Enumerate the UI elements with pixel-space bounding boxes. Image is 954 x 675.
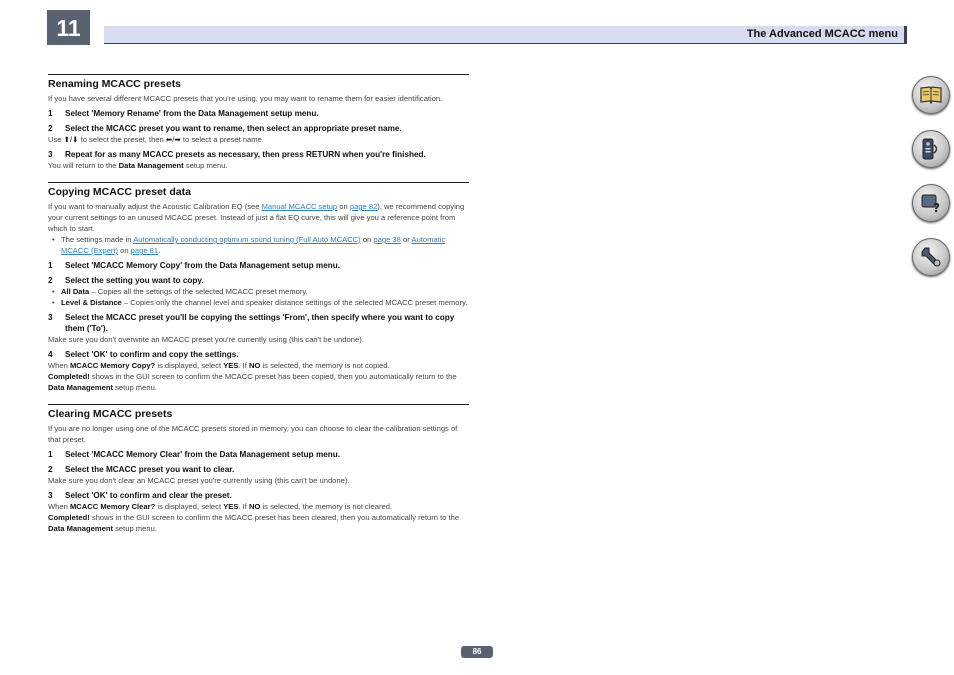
emphasis: Data Management bbox=[118, 161, 184, 170]
paragraph bbox=[48, 501, 469, 512]
emphasis: NO bbox=[248, 361, 261, 370]
step-text: Select 'Memory Rename' from the Data Management setup menu. bbox=[65, 109, 319, 118]
text: on bbox=[339, 202, 348, 211]
text: or bbox=[402, 235, 410, 244]
text: setup menu. bbox=[115, 383, 157, 392]
paragraph bbox=[48, 134, 469, 145]
main-content bbox=[48, 74, 469, 534]
step-text: Select the MCACC preset you'll be copying the settings 'From', then specify where you want to copy them ('To'). bbox=[65, 313, 455, 333]
step-text: Select the setting you want to copy. bbox=[65, 276, 204, 285]
emphasis: YES bbox=[223, 361, 239, 370]
bullet-icon: • bbox=[52, 298, 55, 307]
step bbox=[48, 490, 469, 501]
list-item bbox=[48, 286, 469, 297]
link-automatic-mcacc-expert[interactable]: Automatic MCACC (Expert) bbox=[61, 235, 446, 255]
link-page-38[interactable]: page 38 bbox=[373, 235, 401, 244]
section-title-clearing: Clearing MCACC presets bbox=[48, 404, 469, 420]
step bbox=[48, 123, 469, 134]
chapter-number: 11 bbox=[47, 10, 90, 45]
step bbox=[48, 449, 469, 460]
step bbox=[48, 108, 469, 119]
step-number: 2 bbox=[48, 465, 53, 474]
step-number: 2 bbox=[48, 124, 53, 133]
book-icon[interactable] bbox=[912, 76, 950, 114]
text: – Copies only the channel level and speaker distance settings of the selected MCACC preset memory. bbox=[123, 298, 468, 307]
paragraph bbox=[48, 201, 469, 234]
text: . If bbox=[238, 361, 247, 370]
text: shows in the GUI screen to confirm the MCACC preset has been copied, then you automatically return to the bbox=[91, 372, 457, 381]
step bbox=[48, 464, 469, 475]
left-right-arrow-icon: ⬅/➡ bbox=[165, 135, 181, 144]
step-text: Select 'OK' to confirm and clear the preset. bbox=[65, 491, 232, 500]
emphasis: Data Management bbox=[48, 524, 113, 533]
text: setup menu. bbox=[185, 161, 228, 170]
up-down-arrow-icon: ⬆/⬇ bbox=[63, 135, 79, 144]
step-text: Select the MCACC preset you want to rename, then select an appropriate preset name. bbox=[65, 124, 402, 133]
bullet-text bbox=[61, 286, 308, 297]
step-number: 3 bbox=[48, 313, 53, 322]
text: You will return to the bbox=[48, 161, 117, 170]
step bbox=[48, 275, 469, 286]
emphasis: Completed! bbox=[48, 372, 90, 381]
text: on bbox=[362, 235, 372, 244]
bullet-text bbox=[61, 234, 469, 256]
step-text: Select 'MCACC Memory Copy' from the Data Management setup menu. bbox=[65, 261, 341, 270]
link-manual-mcacc-setup[interactable]: Manual MCACC setup bbox=[261, 202, 338, 211]
text: to select the preset, then bbox=[80, 135, 164, 144]
text: Use bbox=[48, 135, 62, 144]
svg-text:?: ? bbox=[933, 201, 940, 215]
step bbox=[48, 349, 469, 360]
text: . bbox=[158, 246, 161, 255]
section-title-renaming: Renaming MCACC presets bbox=[48, 74, 469, 90]
emphasis: NO bbox=[248, 502, 261, 511]
paragraph bbox=[48, 371, 469, 393]
text: setup menu. bbox=[115, 524, 157, 533]
paragraph: If you are no longer using one of the MCACC presets stored in memory, you can choose to clear the calibration settings of that preset. bbox=[48, 424, 458, 444]
text: is displayed, select bbox=[157, 502, 222, 511]
step bbox=[48, 260, 469, 271]
link-page-81[interactable]: page 81 bbox=[130, 246, 159, 255]
emphasis: YES bbox=[223, 502, 239, 511]
text: is selected, the memory is not copied. bbox=[262, 361, 390, 370]
text: When bbox=[48, 502, 68, 511]
step-text: Select 'MCACC Memory Clear' from the Data Management setup menu. bbox=[65, 450, 341, 459]
bullet-icon: • bbox=[52, 235, 55, 244]
link-full-auto-mcacc[interactable]: Automatically conducting optimum sound tuning (Full Auto MCACC) bbox=[133, 235, 361, 244]
page-number: 86 bbox=[461, 646, 493, 658]
text: ), we recommend copying your current settings to an unused MCACC preset. Instead of just a flat EQ curve, this will give you a reference point from which to start. bbox=[48, 202, 465, 233]
header-bar bbox=[104, 26, 907, 44]
text: is selected, the memory is not cleared. bbox=[262, 502, 393, 511]
emphasis: MCACC Memory Clear? bbox=[69, 502, 156, 511]
paragraph: If you have several different MCACC presets that you're using, you may want to rename them for easier identification. bbox=[48, 94, 443, 103]
paragraph bbox=[48, 160, 469, 171]
step-text: Select the MCACC preset you want to clear. bbox=[65, 465, 235, 474]
link-page-82[interactable]: page 82 bbox=[349, 202, 378, 211]
text: When bbox=[48, 361, 68, 370]
emphasis: All Data bbox=[61, 287, 90, 296]
help-question-icon[interactable] bbox=[912, 184, 950, 222]
step-number: 1 bbox=[48, 450, 53, 459]
text: shows in the GUI screen to confirm the MCACC preset has been cleared, then you automatically return to the bbox=[91, 513, 460, 522]
paragraph bbox=[48, 360, 469, 371]
text: If you want to manually adjust the Acoustic Calibration EQ (see bbox=[48, 202, 260, 211]
step bbox=[48, 312, 469, 334]
step-number: 1 bbox=[48, 261, 53, 270]
text: on bbox=[120, 246, 129, 255]
step-number: 3 bbox=[48, 491, 53, 500]
text: – Copies all the settings of the selected MCACC preset memory. bbox=[91, 287, 308, 296]
emphasis: Data Management bbox=[48, 383, 113, 392]
bullet-icon: • bbox=[52, 287, 55, 296]
paragraph: Make sure you don't overwrite an MCACC preset you're currently using (this can't be undone). bbox=[48, 335, 364, 344]
emphasis: MCACC Memory Copy? bbox=[69, 361, 156, 370]
remote-control-icon[interactable] bbox=[912, 130, 950, 168]
text: to select a preset name. bbox=[182, 135, 264, 144]
text: is displayed, select bbox=[157, 361, 222, 370]
list-item bbox=[48, 297, 469, 308]
settings-wrench-icon[interactable] bbox=[912, 238, 950, 276]
section-title-copying: Copying MCACC preset data bbox=[48, 182, 469, 198]
step-number: 2 bbox=[48, 276, 53, 285]
text: The settings made in bbox=[61, 235, 132, 244]
paragraph: Make sure you don't clear an MCACC preset you're currently using (this can't be undone). bbox=[48, 476, 350, 485]
step-number: 1 bbox=[48, 109, 53, 118]
paragraph bbox=[48, 512, 469, 534]
bullet-text bbox=[61, 297, 467, 308]
step bbox=[48, 149, 469, 160]
step-text: Select 'OK' to confirm and copy the settings. bbox=[65, 350, 239, 359]
step-number: 3 bbox=[48, 150, 53, 159]
step-number: 4 bbox=[48, 350, 53, 359]
emphasis: Level & Distance bbox=[61, 298, 122, 307]
page-title: The Advanced MCACC menu bbox=[746, 28, 898, 40]
emphasis: Completed! bbox=[48, 513, 90, 522]
step-text: Repeat for as many MCACC presets as necessary, then press RETURN when you're finished. bbox=[65, 150, 426, 159]
list-item bbox=[48, 234, 469, 256]
text: . If bbox=[238, 502, 247, 511]
